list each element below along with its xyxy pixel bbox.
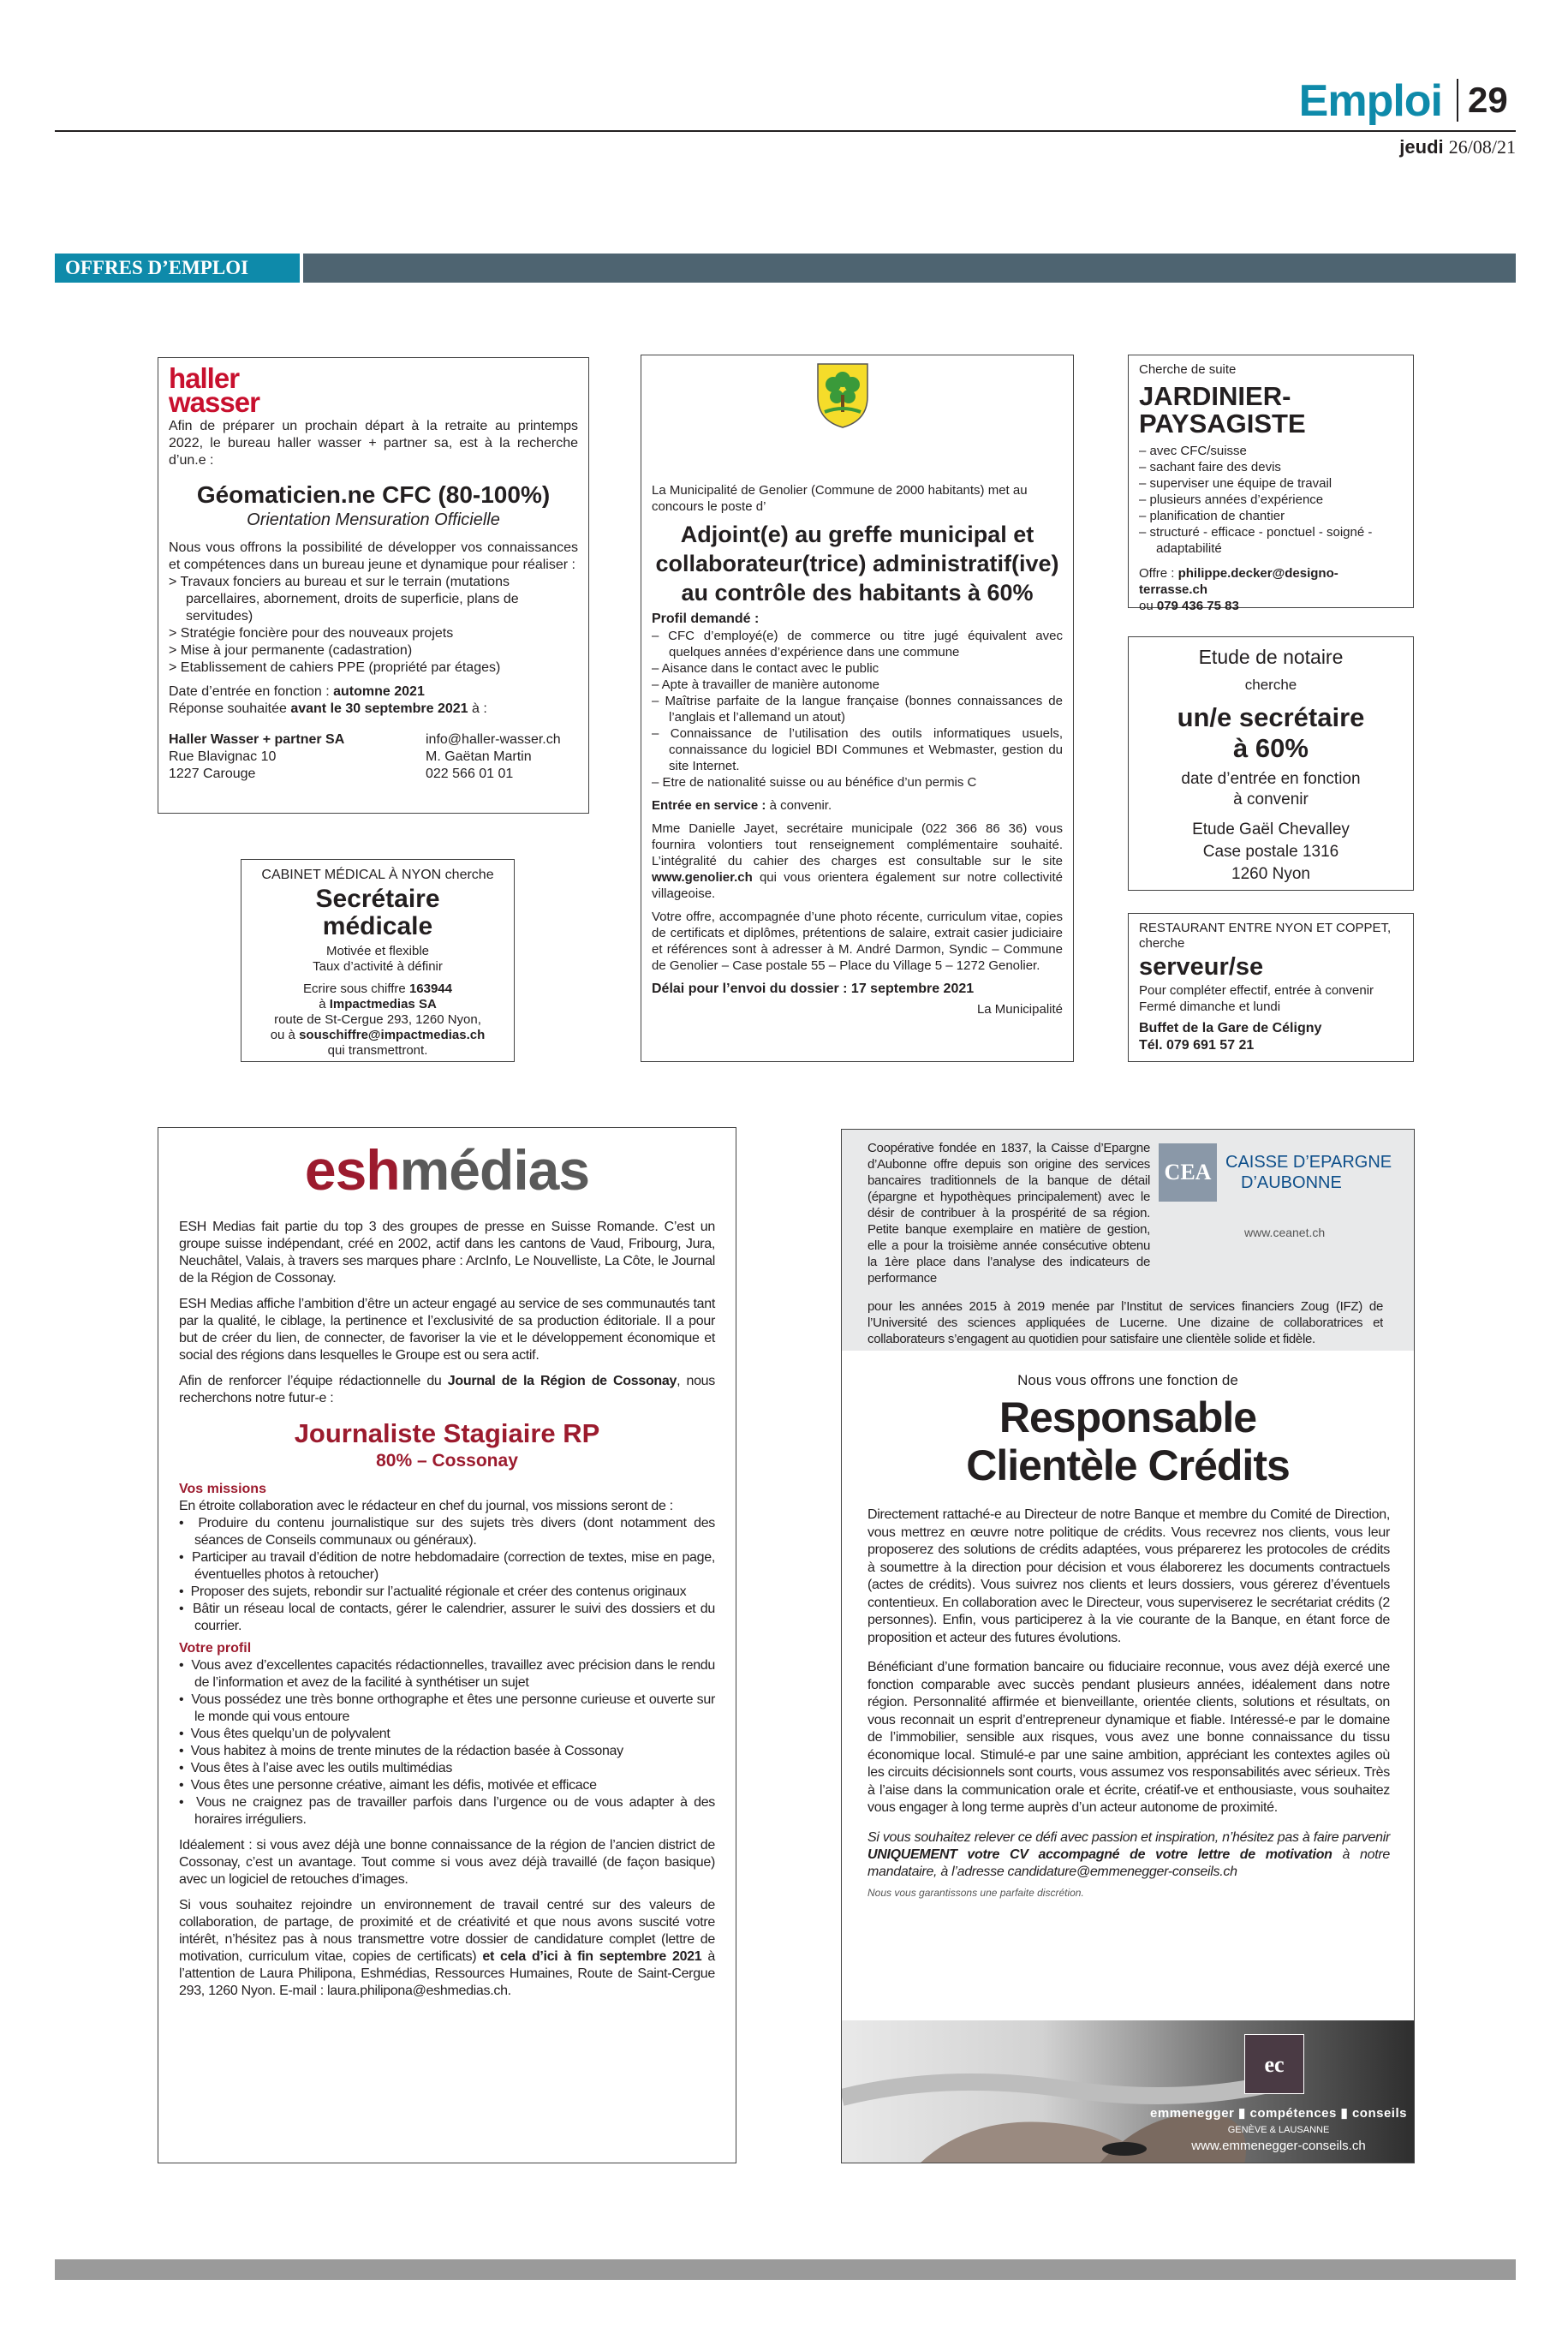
- haller-email[interactable]: info@haller-wasser.ch: [426, 732, 561, 747]
- haller-task: > Travaux fonciers au bureau et sur le terrain (mutations parcellaires, abornement, droits de superficie, plans de servitudes): [169, 575, 519, 624]
- cea-p2: Bénéficiant d’une formation bancaire ou fiduciaire reconnue, vous avez déjà exercé une fonction comparable avec succès pendant plusieurs années, idéalement dans notre région. Personnalité affirmée et bienveillante, orientée clients, solutions et résultats, on vous reconnait un esprit d’entrepreneur dynamique et fiable. Intéressé-e par le domaine de l’immobilier, sensible aux risques, vous avez une bonne connaissance du tissu économique local. Stimulé-e par une saine ambition, appréciant les contextes agiles où les circuits décisionnels sont courts, vous assumez vos responsabilités avec sérieux. Très à l’aise dans la communication orale et écrite, créatif-ve et enthousiaste, vous souhaitez vous engager à long terme auprès d’un acteur autonome de proximité.: [867, 1660, 1390, 1815]
- genolier-profile-item: – Aisance dans le contact avec le public: [652, 661, 879, 676]
- jardinier-item: – avec CFC/suisse: [1139, 444, 1247, 458]
- esh-mission-item: • Produire du contenu journalistique sur des sujets très divers (dont notamment des séances de Conseils communaux ou généraux).: [179, 1516, 715, 1548]
- notaire-address-3: 1260 Nyon: [1231, 865, 1310, 883]
- esh-profile-text: Vous avez d’excellentes capacités rédactionnelles, travaillez avec précision dans le rendu de l’information et avez de la facilité à synthétiser un sujet: [191, 1658, 715, 1690]
- esh-p3-b: Journal de la Région de Cossonay: [447, 1374, 677, 1388]
- genolier-entry-value: à convenir.: [766, 798, 832, 813]
- restaurant-line2: Fermé dimanche et lundi: [1139, 999, 1281, 1014]
- haller-logo: [169, 362, 578, 418]
- genolier-info-text: Mme Danielle Jayet, secrétaire municipale (022 366 86 36) vous fournira volontiers tout renseignement complémentaire souhaité. L’intégralité du cahier des charges est consultable sur le site: [652, 821, 1063, 868]
- haller-contact: M. Gaëtan Martin: [426, 749, 532, 764]
- cea-logo-mark: CEA: [1159, 1143, 1217, 1202]
- esh-logo-a: esh: [304, 1138, 400, 1202]
- ad-genolier: [641, 355, 1074, 1062]
- esh-p2: ESH Medias affiche l’ambition d’être un acteur engagé au service de ses communautés tant par la qualité, le ciblage, la pertinence et l’exclusivité de sa production éditoriale. Il a pour but de créer du lien, de connecter, de favoriser la vie et le développement économique et social des régions dans lesquelles le Groupe est ou sera actif.: [179, 1297, 715, 1363]
- jardinier-title-2: PAYSAGISTE: [1139, 409, 1306, 439]
- genolier-title: Adjoint(e) au greffe municipal et collaborateur(trice) administratif(ive) au contrôle des habitants à 60%: [655, 522, 1059, 606]
- cea-title-1: Responsable: [999, 1393, 1257, 1441]
- genolier-profile-item: – Connaissance de l’utilisation des outils informatiques usuels, connaissance du logiciel BDI Communes et Webmaster, gestion du site Internet.: [652, 726, 1063, 773]
- cabinet-write: [250, 982, 505, 997]
- genolier-info: [652, 820, 1063, 902]
- genolier-site-link[interactable]: www.genolier.ch: [652, 870, 753, 885]
- issue-day: jeudi: [1399, 136, 1444, 158]
- ad-cabinet-medical: [241, 859, 515, 1062]
- haller-task: > Mise à jour permanente (cadastration): [169, 643, 413, 658]
- haller-city: 1227 Carouge: [169, 767, 256, 781]
- haller-company: Haller Wasser + partner SA: [169, 732, 345, 747]
- esh-logo-b: médias: [399, 1138, 590, 1202]
- haller-reply-label: Réponse souhaitée: [169, 701, 291, 716]
- restaurant-name: Buffet de la Gare de Céligny: [1139, 1021, 1322, 1035]
- haller-reply: [169, 701, 578, 718]
- haller-logo-line1: haller: [169, 362, 240, 394]
- haller-start-label: Date d’entrée en fonction :: [169, 684, 334, 699]
- esh-p5-a: Si vous souhaitez rejoindre un environnement de travail centré sur des valeurs de collaboration, de partage, de proximité et de créativité et que nous avons suscité votre intérêt, n’hésitez pas à nous transmettre votre dossier de candidature complet (lettre de motivation, curriculum vitae, copies de certificats): [179, 1898, 715, 1964]
- cea-website[interactable]: www.ceanet.ch: [1244, 1226, 1326, 1239]
- genolier-deadline: Délai pour l’envoi du dossier : 17 septembre 2021: [652, 982, 975, 996]
- jardinier-item: – superviser une équipe de travail: [1139, 476, 1333, 491]
- esh-p4: Idéalement : si vous avez déjà une bonne connaissance de la région de l’ancien district de Cossonay, c’est un avantage. Tout comme si vous avez déjà travaillé (de façon basique) avec un logiciel de retouches d’images.: [179, 1838, 715, 1887]
- haller-street: Rue Blavignac 10: [169, 749, 277, 764]
- cabinet-address: route de St-Cergue 293, 1260 Nyon,: [274, 1012, 481, 1027]
- esh-profile-item: • Vous ne craignez pas de travailler parfois dans l’urgence ou de vous adapter à des horaires irréguliers.: [179, 1795, 715, 1827]
- esh-missions-heading: Vos missions: [179, 1482, 266, 1496]
- genolier-profile-item: – CFC d’employé(e) de commerce ou titre jugé équivalent avec quelques années d’expérience dans une commune: [652, 629, 1063, 659]
- cea-p3-c: à notre mandataire, à l’adresse candidature@emmenegger-conseils.ch: [867, 1847, 1390, 1879]
- ad-esh-medias: [158, 1127, 736, 2163]
- cea-logo: [1159, 1143, 1392, 1202]
- esh-profile-text: Vous êtes une personne créative, aimant les défis, motivée et efficace: [190, 1778, 597, 1793]
- cea-title-2: Clientèle Crédits: [966, 1441, 1290, 1489]
- esh-mission-item: • Participer au travail d’édition de notre hebdomadaire (correction de textes, mise en page, éventuelles photos à retoucher): [179, 1550, 715, 1582]
- esh-p3-c: , nous recherchons notre futur-e :: [179, 1374, 715, 1405]
- restaurant-line1: Pour compléter effectif, entrée à convenir: [1139, 983, 1374, 998]
- esh-profile-item: • Vous êtes une personne créative, aimant les défis, motivée et efficace: [179, 1778, 597, 1793]
- jardinier-phone-line: [1139, 598, 1403, 614]
- emmenegger-site[interactable]: www.emmenegger-conseils.ch: [1191, 2139, 1366, 2153]
- haller-phone: 022 566 01 01: [426, 767, 514, 781]
- cea-logo-line2: D’AUBONNE: [1241, 1173, 1342, 1192]
- emmenegger-name: emmenegger ▮ compétences ▮ conseils: [1150, 2106, 1407, 2121]
- esh-profile-item: • Vous avez d’excellentes capacités rédactionnelles, travaillez avec précision dans le rendu de l’information et avez de la facilité à synthétiser un sujet: [179, 1658, 715, 1690]
- esh-profile-item: • Vous habitez à moins de trente minutes de la rédaction basée à Cossonay: [179, 1744, 623, 1758]
- header-divider: [1457, 79, 1458, 122]
- esh-profile-text: Vous possédez une très bonne orthographe et êtes une personne curieuse et ouverte sur le monde qui vous entoure: [191, 1692, 715, 1724]
- cabinet-line2: Taux d’activité à définir: [313, 959, 443, 974]
- section-bar-label: OFFRES D’EMPLOI: [55, 254, 303, 283]
- esh-p3-a: Afin de renforcer l’équipe rédactionnelle du: [179, 1374, 448, 1388]
- restaurant-title: serveur/se: [1139, 953, 1264, 981]
- notaire-line4: à convenir: [1233, 791, 1309, 808]
- jardinier-items: [1139, 443, 1403, 557]
- notaire-line2: cherche: [1244, 677, 1297, 693]
- genolier-profile: [652, 628, 1063, 791]
- haller-reply-suffix: à :: [468, 701, 487, 716]
- cabinet-email[interactable]: souschiffre@impactmedias.ch: [299, 1028, 486, 1042]
- cabinet-at: à: [319, 997, 330, 1011]
- genolier-entry-label: Entrée en service :: [652, 798, 766, 813]
- haller-tasks: [169, 574, 578, 677]
- esh-profile: [179, 1657, 715, 1829]
- jardinier-item: – plusieurs années d’expérience: [1139, 492, 1324, 507]
- haller-subtitle: Orientation Mensuration Officielle: [247, 510, 500, 529]
- esh-profile-text: Vous êtes à l’aise avec les outils multimédias: [190, 1761, 453, 1775]
- cea-p3: [867, 1829, 1390, 1881]
- esh-profile-item: • Vous êtes quelqu’un de polyvalent: [179, 1727, 391, 1741]
- cea-intro-bottom: pour les années 2015 à 2019 menée par l’Institut de services financiers Zoug (IFZ) de l’Université des sciences appliquées de Lucerne. Une dizaine de collaboratrices et collaborateurs s’engagent au quotidien pour satisfaire une clientèle solide et fidèle.: [867, 1299, 1383, 1346]
- haller-start-value: automne 2021: [333, 684, 425, 699]
- issue-date-value: 26/08/21: [1448, 136, 1516, 158]
- ad-haller-wasser: [158, 357, 589, 814]
- esh-mission-text: Bâtir un réseau local de contacts, gérer le calendrier, assurer le suivi des dossiers et du courrier.: [193, 1602, 715, 1633]
- cabinet-line1: Motivée et flexible: [325, 944, 430, 958]
- esh-title: Journaliste Stagiaire RP: [294, 1418, 600, 1448]
- esh-profile-item: • Vous êtes à l’aise avec les outils multimédias: [179, 1761, 453, 1775]
- section-title: Emploi: [1298, 76, 1442, 126]
- esh-mission-text: Proposer des sujets, rebondir sur l’actualité régionale et créer des contenus originaux: [190, 1584, 687, 1599]
- emmenegger-cities: GENÈVE & LAUSANNE: [1227, 2125, 1330, 2135]
- haller-offer-intro: Nous vous offrons la possibilité de développer vos connaissances et compétences dans un bureau jeune et dynamique pour réaliser :: [169, 540, 578, 572]
- genolier-entry: [652, 797, 1063, 814]
- jardinier-offer-label: Offre :: [1139, 566, 1178, 581]
- cabinet-write-label: Ecrire sous chiffre: [303, 982, 409, 996]
- cabinet-end: qui transmettront.: [327, 1043, 428, 1058]
- cabinet-title-1: Secrétaire: [315, 885, 440, 913]
- cea-logo-line1: CAISSE D’EPARGNE: [1225, 1153, 1392, 1172]
- notaire-address-2: Case postale 1316: [1202, 843, 1339, 861]
- genolier-apply: Votre offre, accompagnée d’une photo récente, curriculum vitae, copies de certificats et diplômes, prétentions de salaire, extrait casier judiciaire et références sont à adresser à M. André Darmon, Syndic – Commune de Genolier – Case postale 55 – Place du Village 5 – 1272 Genolier.: [652, 910, 1063, 973]
- jardinier-item: – planification de chantier: [1139, 509, 1285, 523]
- genolier-info-end: qui vous orientera également sur notre collectivité villageoise.: [652, 870, 1063, 901]
- cea-offer-intro: Nous vous offrons une fonction de: [1017, 1372, 1238, 1388]
- cabinet-or: ou à: [270, 1028, 300, 1042]
- esh-p5-c: à l’attention de Laura Philipona, Eshmédias, Ressources Humaines, Route de Saint-Cergue 293, 1260 Nyon. E-mail : laura.philipona@eshmedias.ch.: [179, 1949, 715, 1998]
- restaurant-sub: cherche: [1139, 936, 1185, 951]
- esh-p1: ESH Medias fait partie du top 3 des groupes de presse en Suisse Romande. C’est un groupe suisse indépendant, créé en 2002, actif dans les cantons de Vaud, Fribourg, Jura, Neuchâtel, Valais, à travers ses marques phare : ArcInfo, Le Nouvelliste, La Côte, le Journal de la Région de Cossonay.: [179, 1220, 715, 1286]
- esh-logo: [179, 1138, 715, 1202]
- esh-profile-item: • Vous possédez une très bonne orthographe et êtes une personne curieuse et ouverte sur le monde qui vous entoure: [179, 1692, 715, 1724]
- esh-profile-text: Vous êtes quelqu’un de polyvalent: [190, 1727, 391, 1741]
- jardinier-offer: [1139, 565, 1403, 598]
- emmenegger-logo-icon: ec: [1244, 2034, 1304, 2094]
- esh-subtitle: 80% – Cossonay: [376, 1451, 518, 1471]
- cea-p3-a: Si vous souhaitez relever ce défi avec passion et inspiration, n’hésitez pas à faire parvenir: [867, 1829, 1390, 1845]
- genolier-coat-of-arms: [816, 362, 869, 429]
- footer-bar: [55, 2259, 1516, 2280]
- esh-missions: [179, 1515, 715, 1635]
- cabinet-write-code: 163944: [408, 982, 452, 996]
- cea-p3-b: UNIQUEMENT votre CV accompagné de votre lettre de motivation: [867, 1847, 1333, 1862]
- notaire-line1: Etude de notaire: [1198, 646, 1344, 668]
- ad-etude-notaire: [1128, 636, 1414, 891]
- cabinet-email-line: [250, 1028, 505, 1043]
- haller-title: Géomaticien.ne CFC (80-100%): [196, 481, 551, 508]
- notaire-address-1: Etude Gaël Chevalley: [1192, 820, 1350, 838]
- esh-p5-b: et cela d’ici à fin septembre 2021: [482, 1949, 702, 1964]
- jardinier-phone: 079 436 75 83: [1156, 599, 1239, 613]
- issue-date: [1285, 135, 1516, 159]
- esh-mission-text: Produire du contenu journalistique sur des sujets très divers (dont notamment des séances de Conseils communaux ou généraux).: [194, 1516, 715, 1548]
- cabinet-header: CABINET MÉDICAL À NYON cherche: [261, 868, 494, 882]
- cabinet-title-2: médicale: [322, 912, 433, 940]
- jardinier-item: – sachant faire des devis: [1139, 460, 1281, 474]
- haller-start: [169, 683, 578, 701]
- cea-intro-top: Coopérative fondée en 1837, la Caisse d’Epargne d’Aubonne offre depuis son origine des services bancaires traditionnels de la banque de détail (épargne et hypothèques principalement) avec le désir de contribuer à la prospérité de sa région. Petite banque exemplaire en matière de gestion, elle a pour la troisième année consécutive obtenu la 1ère place dans l’analyse des indicateurs de performance: [867, 1141, 1150, 1286]
- notaire-title-2: à 60%: [1233, 733, 1309, 763]
- genolier-profile-item: – Etre de nationalité suisse ou au bénéfice d’un permis C: [652, 775, 977, 790]
- cabinet-company-name: Impactmedias SA: [329, 997, 437, 1011]
- jardinier-item: – structuré - efficace - ponctuel - soigné - adaptabilité: [1139, 525, 1373, 556]
- restaurant-header: RESTAURANT ENTRE NYON ET COPPET,: [1139, 921, 1392, 935]
- cea-top-panel: [842, 1130, 1414, 1351]
- notaire-title-1: un/e secrétaire: [1177, 702, 1365, 732]
- esh-profile-text: Vous ne craignez pas de travailler parfois dans l’urgence ou de vous adapter à des horaires irréguliers.: [194, 1795, 715, 1827]
- page-number: 29: [1468, 80, 1508, 120]
- haller-reply-value: avant le 30 septembre 2021: [290, 701, 468, 716]
- genolier-signature: La Municipalité: [976, 1002, 1063, 1017]
- haller-task: > Etablissement de cahiers PPE (propriété par étages): [169, 660, 501, 675]
- jardinier-or: ou: [1139, 599, 1157, 613]
- haller-contact-block: [169, 731, 578, 783]
- ad-jardinier-paysagiste: [1128, 355, 1414, 613]
- ad-restaurant-celigny: [1128, 913, 1414, 1062]
- jardinier-title-1: JARDINIER-: [1139, 381, 1291, 411]
- esh-mission-item: • Bâtir un réseau local de contacts, gérer le calendrier, assurer le suivi des dossiers et du courrier.: [179, 1602, 715, 1633]
- haller-logo-line2: wasser: [169, 386, 259, 418]
- cea-photo-banner: [842, 2020, 1414, 2163]
- genolier-profile-item: – Maîtrise parfaite de la langue française (bonnes connaissances de l’anglais et l’allemand un atout): [652, 694, 1063, 725]
- ad-caisse-epargne-aubonne: [841, 1129, 1415, 2163]
- esh-mission-item: • Proposer des sujets, rebondir sur l’actualité régionale et créer des contenus originaux: [179, 1584, 687, 1599]
- esh-profile-heading: Votre profil: [179, 1641, 252, 1656]
- jardinier-intro: Cherche de suite: [1139, 362, 1237, 377]
- notaire-line3: date d’entrée en fonction: [1181, 770, 1361, 788]
- cea-p4: Nous vous garantissons une parfaite discrétion.: [867, 1886, 1084, 1899]
- cea-p1: Directement rattaché-e au Directeur de notre Banque et membre du Comité de Direction, vous mettrez en œuvre notre politique de crédits. Vous recevrez nos clients, vous leur proposerez des solutions de crédits adaptées, vous préparerez les protocoles de crédits à soumettre à la direction pour décision et vous élaborerez les documents contractuels (actes de crédits). Vous suivrez nos clients et leurs dossiers, vous gérerez d’éventuels contentieux. En collaboration avec le Directeur, vous superviserez le secrétariat crédits (2 personnes). Enfin, vous participerez à la vie courante de la Banque, en étant force de proposition et acteur des futures évolutions.: [867, 1507, 1390, 1645]
- haller-intro: Afin de préparer un prochain départ à la retraite au printemps 2022, le bureau haller wasser + partner sa, est à la recherche d’un.e :: [169, 419, 578, 468]
- genolier-profile-item: – Apte à travailler de manière autonome: [652, 677, 879, 692]
- cabinet-company: [250, 997, 505, 1012]
- esh-mission-text: Participer au travail d’édition de notre hebdomadaire (correction de textes, mise en page, éventuelles photos à retoucher): [191, 1550, 715, 1582]
- esh-profile-text: Vous habitez à moins de trente minutes de la rédaction basée à Cossonay: [190, 1744, 623, 1758]
- genolier-profile-label: Profil demandé :: [652, 612, 760, 626]
- header-rule: [55, 130, 1516, 132]
- esh-p3: [179, 1373, 715, 1407]
- esh-p5: [179, 1897, 715, 2000]
- genolier-intro: La Municipalité de Genolier (Commune de 2000 habitants) met au concours le poste d’: [652, 483, 1028, 514]
- jardinier-email[interactable]: philippe.decker@designo-terrasse.ch: [1139, 566, 1338, 597]
- restaurant-phone: Tél. 079 691 57 21: [1139, 1038, 1255, 1053]
- haller-task: > Stratégie foncière pour des nouveaux projets: [169, 626, 454, 641]
- esh-missions-intro: En étroite collaboration avec le rédacteur en chef du journal, vos missions seront de :: [179, 1499, 673, 1513]
